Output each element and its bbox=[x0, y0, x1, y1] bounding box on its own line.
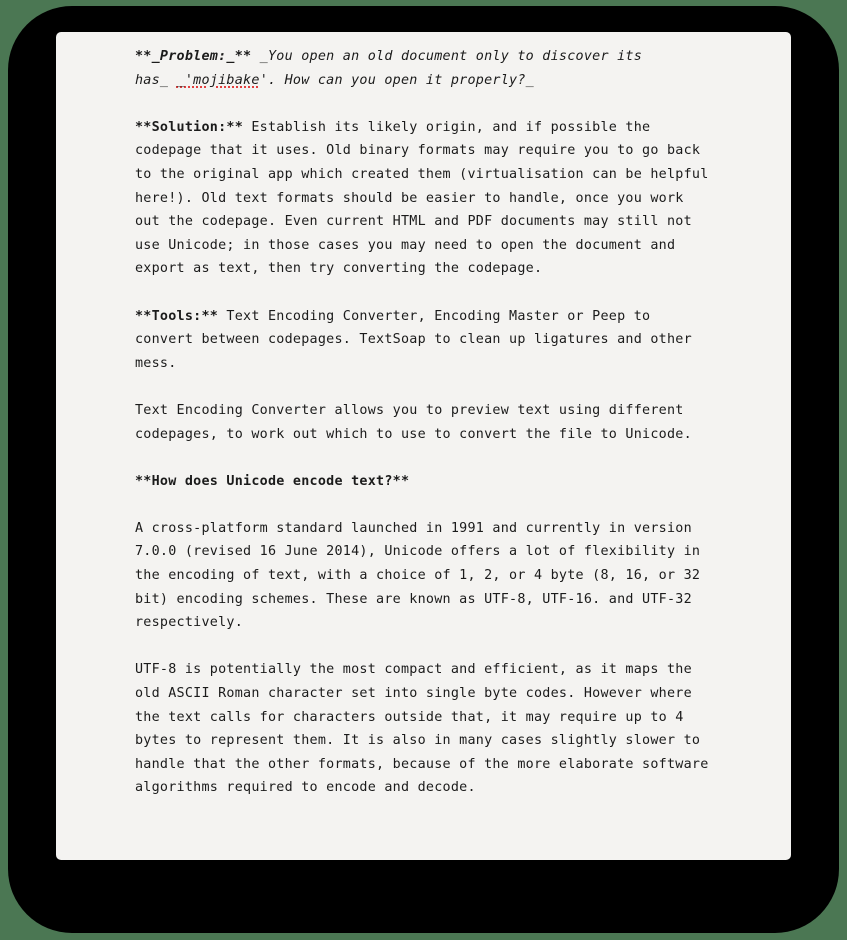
converter-paragraph: Text Encoding Converter allows you to preview text using different codepages, to work out which to use to convert the file to Unicode. bbox=[135, 402, 692, 442]
tools-paragraph bbox=[135, 305, 715, 376]
problem-text-line1: _You open an old document only to discover its bbox=[251, 49, 643, 64]
problem-text-line2-suffix: '. How can you open it properly?_ bbox=[259, 72, 534, 88]
unicode-paragraph: A cross-platform standard launched in 1991 and currently in version 7.0.0 (revised 16 June 2014), Unicode offers a lot of flexibility in the encoding of text, with a choice of 1, 2, or 4 byte (8, 16, or 32 bit) encoding schemes. These are known as UTF-8, UTF-16. and UTF-32 respectively. bbox=[135, 520, 709, 631]
solution-paragraph bbox=[135, 116, 715, 281]
utf8-paragraph: UTF-8 is potentially the most compact and efficient, as it maps the old ASCII Roman character set into single byte codes. However where the text calls for characters outside that, it may require up to 4 bytes to represent them. It is also in many cases slightly slower to handle that the other formats, because of the more elaborate software algorithms required to encode and decode. bbox=[135, 662, 717, 796]
problem-label: **_Problem:_** bbox=[135, 49, 252, 64]
tools-label: **Tools:** bbox=[135, 308, 219, 324]
solution-label: **Solution:** bbox=[135, 119, 244, 135]
tools-text: Text Encoding Converter, Encoding Master or Peep to convert between codepages. TextSoap to clean up ligatures and other mess. bbox=[135, 308, 701, 371]
document-text[interactable] bbox=[135, 45, 715, 824]
problem-text-line2-prefix: has_ bbox=[135, 72, 177, 88]
misspelled-word[interactable]: _'mojibake bbox=[176, 72, 260, 88]
solution-text: Establish its likely origin, and if possible the codepage that it uses. Old binary formats may require you to go back to the original app which created them (virtualisation can be helpful here!). Old text formats should be easier to handle, once you work out the codepage. Even current HTML and PDF documents may still not use Unicode; in those cases you may need to open the document and export as text, then try converting the codepage. bbox=[135, 119, 717, 277]
problem-paragraph bbox=[135, 45, 715, 92]
document-editor[interactable] bbox=[56, 32, 791, 860]
unicode-heading: **How does Unicode encode text?** bbox=[135, 473, 410, 489]
